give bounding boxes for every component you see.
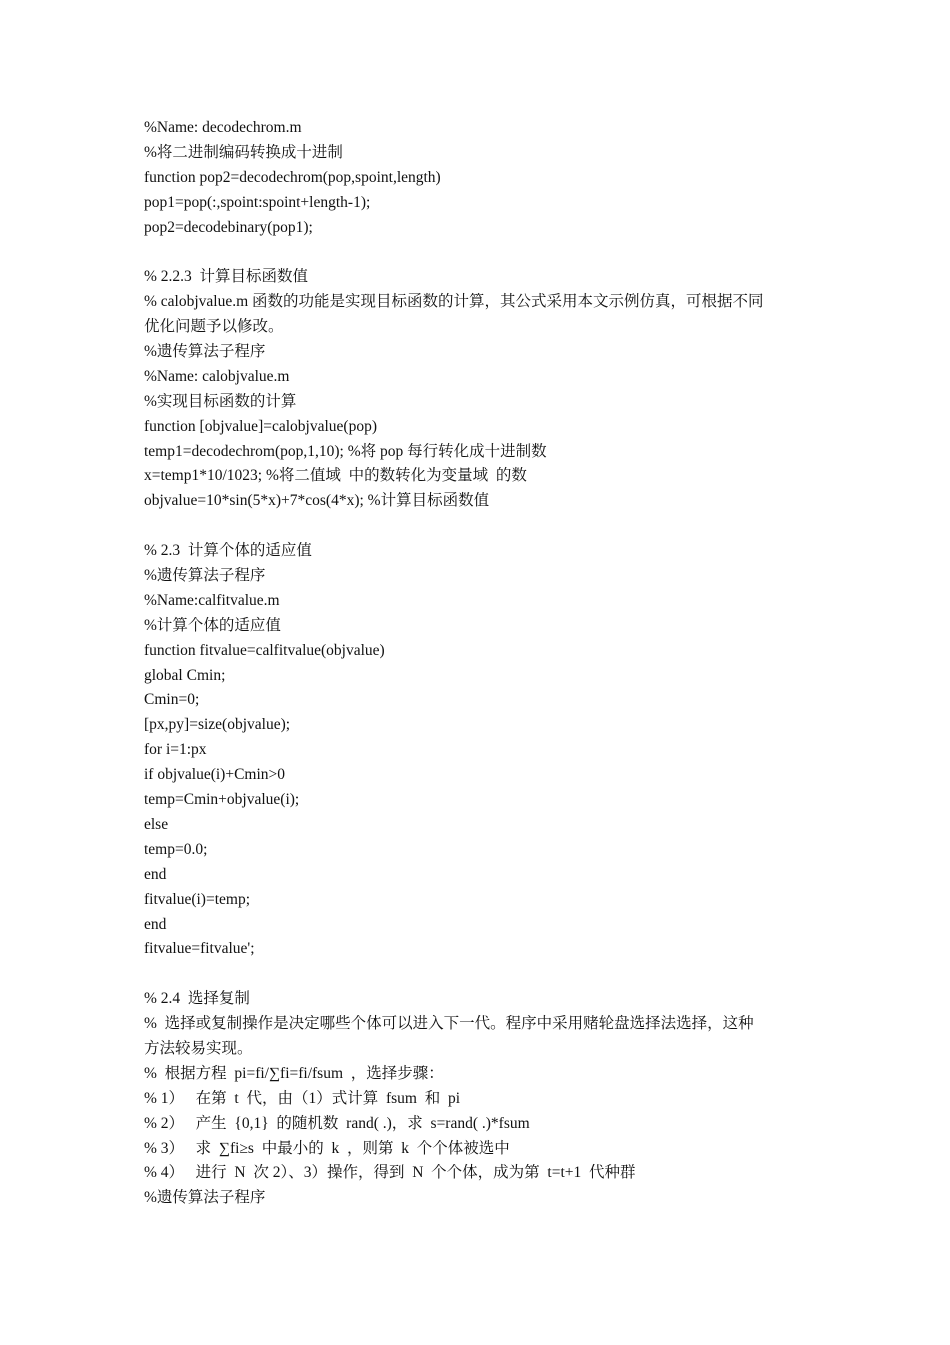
section-heading: % 2.4 选择复制	[144, 990, 250, 1008]
step-line: % 2） 产生 {0,1} 的随机数 rand( .)，求 s=rand( .)*fsum	[144, 1114, 530, 1132]
code-line: end	[144, 865, 167, 883]
code-line: x=temp1*10/1023; %将二值域 中的数转化为变量域 的数	[144, 467, 527, 485]
code-line: function fitvalue=calfitvalue(objvalue)	[144, 641, 385, 659]
code-line: fitvalue(i)=temp;	[144, 890, 251, 908]
section-heading: % 2.3 计算个体的适应值	[144, 542, 312, 560]
code-line: if objvalue(i)+Cmin>0	[144, 766, 286, 784]
blank-line	[144, 962, 824, 987]
code-line: global Cmin;	[144, 666, 226, 684]
comment-line: 优化问题予以修改。	[144, 318, 284, 336]
code-line: %Name:calfitvalue.m	[144, 591, 280, 609]
code-line: Cmin=0;	[144, 691, 200, 709]
code-line: objvalue=10*sin(5*x)+7*cos(4*x); %计算目标函数值	[144, 492, 490, 510]
code-line: temp=Cmin+objvalue(i);	[144, 791, 300, 809]
step-line: % 1） 在第 t 代，由（1）式计算 fsum 和 pi	[144, 1089, 461, 1107]
code-line: temp1=decodechrom(pop,1,10); %将 pop 每行转化成十进制数	[144, 442, 547, 460]
code-line: end	[144, 915, 167, 933]
code-line: pop2=decodebinary(pop1);	[144, 218, 313, 236]
code-line: %计算个体的适应值	[144, 616, 281, 634]
comment-line: 方法较易实现。	[144, 1039, 253, 1057]
code-line: %Name: decodechrom.m	[144, 119, 302, 136]
code-line: function [objvalue]=calobjvalue(pop)	[144, 417, 377, 435]
code-line: [px,py]=size(objvalue);	[144, 716, 291, 734]
code-line: %Name: calobjvalue.m	[144, 367, 290, 385]
comment-line: % 选择或复制操作是决定哪些个体可以进入下一代。程序中采用赌轮盘选择法选择，这种	[144, 1015, 754, 1033]
code-line: pop1=pop(:,spoint:spoint+length-1);	[144, 193, 371, 211]
comment-line: % 根据方程 pi=fi/∑fi=fi/fsum ，选择步骤：	[144, 1064, 444, 1082]
code-line: function pop2=decodechrom(pop,spoint,length)	[144, 168, 441, 186]
step-line: % 4） 进行 N 次 2）、3）操作，得到 N 个个体，成为第 t=t+1 代种群	[144, 1164, 636, 1182]
document-body	[144, 116, 824, 1211]
code-line: %遗传算法子程序	[144, 1189, 266, 1207]
code-line: else	[144, 815, 169, 833]
section-heading: % 2.2.3 计算目标函数值	[144, 268, 309, 286]
code-line: %遗传算法子程序	[144, 567, 266, 585]
code-line: fitvalue=fitvalue';	[144, 940, 255, 958]
code-line: %实现目标函数的计算	[144, 392, 297, 410]
code-line: %遗传算法子程序	[144, 343, 266, 361]
comment-line: % calobjvalue.m 函数的功能是实现目标函数的计算，其公式采用本文示例仿真，可根据不同	[144, 293, 764, 311]
code-line: %将二进制编码转换成十进制	[144, 143, 343, 161]
code-line: for i=1:px	[144, 741, 207, 759]
blank-line	[144, 514, 824, 539]
step-line: % 3） 求 ∑fi≥s 中最小的 k ，则第 k 个个体被选中	[144, 1139, 510, 1157]
blank-line	[144, 240, 824, 265]
code-line: temp=0.0;	[144, 840, 208, 858]
